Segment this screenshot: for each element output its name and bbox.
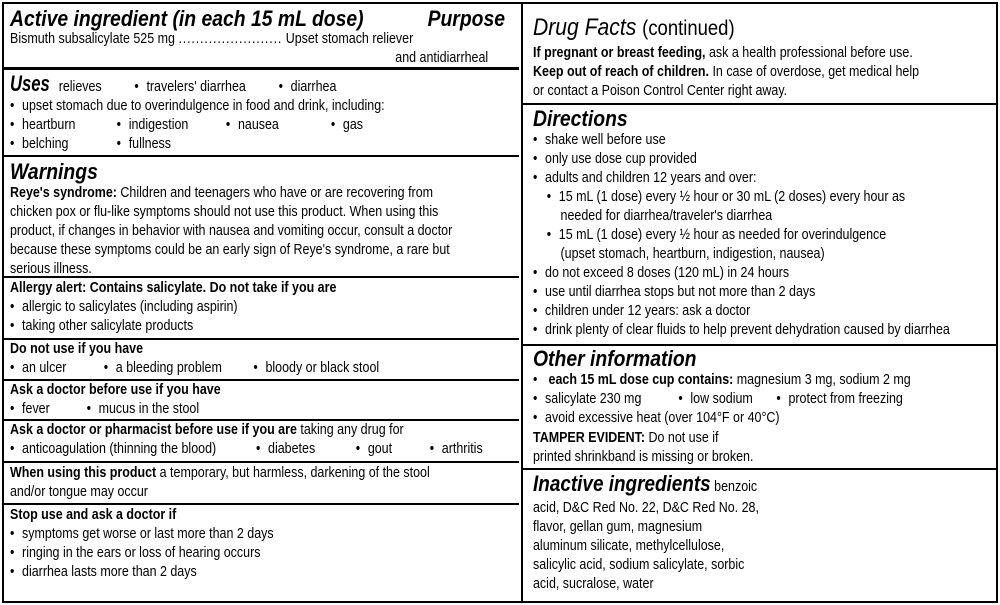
keep-out-text: or contact a Poison Control Center right away. (533, 83, 788, 99)
purpose-heading: Purpose (427, 6, 505, 31)
inactive-text: salicylic acid, sodium salicylate, sorbic (533, 557, 745, 573)
stop-use-section (4, 505, 519, 601)
ask-pharmacist-item: • diabetes (256, 440, 352, 459)
direction-item: • drink plenty of clear fluids to help prevent dehydration caused by diarrhea (533, 321, 989, 340)
active-ingredient-heading: Active ingredient (in each 15 mL dose) (10, 6, 364, 31)
stop-use-item: • symptoms get worse or last more than 2 days (10, 525, 512, 544)
direction-subitem-cont: needed for diarrhea/traveler's diarrhea (560, 208, 773, 224)
pregnancy-line (533, 44, 989, 63)
inactive-text: flavor, gellan gum, magnesium (533, 519, 703, 535)
active-ingredient-section (4, 4, 519, 70)
ask-doctor-section (4, 381, 519, 421)
other-info-item: • protect from freezing (776, 390, 902, 409)
allergy-item: • taking other salicylate products (10, 317, 512, 336)
reye-line-1 (10, 184, 512, 203)
ask-pharmacist-item: • anticoagulation (thinning the blood) (10, 440, 253, 459)
directions-section (523, 105, 996, 346)
use-item: • heartburn (10, 116, 113, 135)
reye-text: chicken pox or flu-like symptoms should not use this product. When using this (10, 204, 439, 220)
ingredient-line (10, 30, 512, 49)
tamper-label: TAMPER EVIDENT: (533, 430, 646, 446)
tamper-line-1 (533, 429, 989, 448)
direction-item: • adults and children 12 years and over: (533, 169, 989, 188)
do-not-use-item: • an ulcer (10, 359, 100, 378)
other-info-item (533, 371, 989, 390)
drug-facts-heading-line (533, 14, 935, 43)
allergy-label: Allergy alert: Contains salicylate. Do not take if you are (10, 280, 337, 296)
use-item: • indigestion (117, 116, 223, 135)
reye-text: because these symptoms could be an early sign of Reye's syndrome, a rare but (10, 242, 450, 258)
drug-facts-continued-section (523, 4, 996, 105)
inactive-text: acid, sucralose, water (533, 576, 654, 592)
uses-heading: Uses (10, 71, 50, 96)
leader-dots: ........................ (178, 31, 283, 47)
use-item: • belching (10, 135, 113, 154)
stop-use-item: • ringing in the ears or loss of hearing occurs (10, 544, 512, 563)
other-info-item: • salicylate 230 mg (533, 390, 675, 409)
warnings-heading: Warnings (10, 159, 98, 184)
do-not-use-section (4, 340, 519, 381)
drug-facts-panel (2, 2, 998, 603)
drug-facts-continued: (continued) (642, 17, 735, 40)
other-info-item: • low sodium (678, 390, 773, 409)
use-item: • upset stomach due to overindulgence in food and drink, including: (10, 97, 512, 116)
when-using-section (4, 463, 519, 505)
do-not-use-item: • a bleeding problem (104, 359, 250, 378)
stop-use-item: • diarrhea lasts more than 2 days (10, 563, 512, 582)
reye-text: Children and teenagers who have or are recovering from (120, 185, 434, 201)
allergy-section (4, 278, 519, 340)
uses-line-1 (10, 72, 512, 97)
other-info-item: • avoid excessive heat (over 104°F or 40°C) (533, 409, 989, 428)
direction-item: • only use dose cup provided (533, 150, 989, 169)
direction-item: • do not exceed 8 doses (120 mL) in 24 hours (533, 264, 989, 283)
when-using-text: and/or tongue may occur (10, 484, 148, 500)
ask-pharmacist-item: • arthritis (430, 440, 483, 459)
keep-out-text: In case of overdose, get medical help (712, 64, 920, 80)
dose-cup-text: magnesium 3 mg, sodium 2 mg (736, 372, 911, 388)
direction-subitem: • 15 mL (1 dose) every ½ hour or 30 mL (2 doses) every hour as (533, 188, 989, 207)
when-using-line-1 (10, 464, 512, 483)
ask-doctor-items (10, 400, 512, 419)
uses-section (4, 70, 519, 157)
pregnancy-label: If pregnant or breast feeding, (533, 45, 706, 61)
keep-out-line (533, 63, 989, 82)
inactive-text: aluminum silicate, methylcellulose, (533, 538, 725, 554)
direction-item: • use until diarrhea stops but not more than 2 days (533, 283, 989, 302)
use-item: • gas (331, 116, 363, 135)
ask-pharmacist-text: taking any drug for (300, 422, 404, 438)
use-item: • nausea (226, 116, 327, 135)
direction-item: • shake well before use (533, 131, 989, 150)
uses-intro: relieves (58, 79, 102, 95)
tamper-text: printed shrinkband is missing or broken. (533, 449, 754, 465)
other-info-row (533, 390, 989, 409)
ask-pharmacist-line (10, 421, 512, 440)
ask-pharmacist-items (10, 440, 512, 459)
ask-pharmacist-label: Ask a doctor or pharmacist before use if you are (10, 422, 297, 438)
other-info-section (523, 346, 996, 470)
ingredient-name: Bismuth subsalicylate 525 mg (10, 31, 175, 47)
reye-label: Reye's syndrome: (10, 185, 117, 201)
inactive-text: benzoic (714, 479, 758, 495)
do-not-use-item: • bloody or black stool (253, 359, 379, 378)
when-using-label: When using this product (10, 465, 157, 481)
inactive-line-1 (533, 472, 989, 499)
warnings-section (4, 157, 519, 278)
inactive-ingredients-section (523, 470, 996, 601)
direction-item: • children under 12 years: ask a doctor (533, 302, 989, 321)
drug-facts-heading: Drug Facts (533, 14, 637, 41)
purpose-line-2: and antidiarrheal (395, 50, 489, 66)
keep-out-label: Keep out of reach of children. (533, 64, 709, 80)
do-not-use-label: Do not use if you have (10, 341, 144, 357)
reye-text: serious illness. (10, 261, 92, 277)
use-item: • travelers' diarrhea (134, 79, 245, 95)
dose-cup-label: each 15 mL dose cup contains: (548, 372, 734, 388)
tamper-text: Do not use if (648, 430, 719, 446)
right-column (521, 4, 996, 601)
do-not-use-items (10, 359, 512, 378)
ask-pharmacist-section (4, 421, 519, 463)
directions-heading: Directions (533, 106, 628, 131)
inactive-text: acid, D&C Red No. 22, D&C Red No. 28, (533, 500, 759, 516)
allergy-item: • allergic to salicylates (including aspirin) (10, 298, 512, 317)
ask-doctor-item: • mucus in the stool (87, 400, 200, 419)
uses-line-3 (10, 116, 512, 135)
ask-doctor-item: • fever (10, 400, 83, 419)
stop-use-label: Stop use and ask a doctor if (10, 507, 177, 523)
purpose-line-1: Upset stomach reliever (285, 31, 414, 47)
other-info-heading: Other information (533, 346, 697, 371)
use-item: • diarrhea (279, 79, 337, 95)
ask-doctor-label: Ask a doctor before use if you have (10, 382, 221, 398)
use-item: • fullness (117, 135, 171, 154)
reye-text: product, if changes in behavior with nausea and vomiting occur, consult a doctor (10, 223, 453, 239)
uses-line-4 (10, 135, 512, 154)
pregnancy-text: ask a health professional before use. (708, 45, 913, 61)
left-column (4, 4, 519, 601)
when-using-text: a temporary, but harmless, darkening of the stool (159, 465, 430, 481)
direction-subitem-cont: (upset stomach, heartburn, indigestion, nausea) (560, 246, 825, 262)
ask-pharmacist-item: • gout (356, 440, 427, 459)
direction-subitem: • 15 mL (1 dose) every ½ hour as needed for overindulgence (533, 226, 989, 245)
inactive-heading: Inactive ingredients (533, 471, 711, 496)
